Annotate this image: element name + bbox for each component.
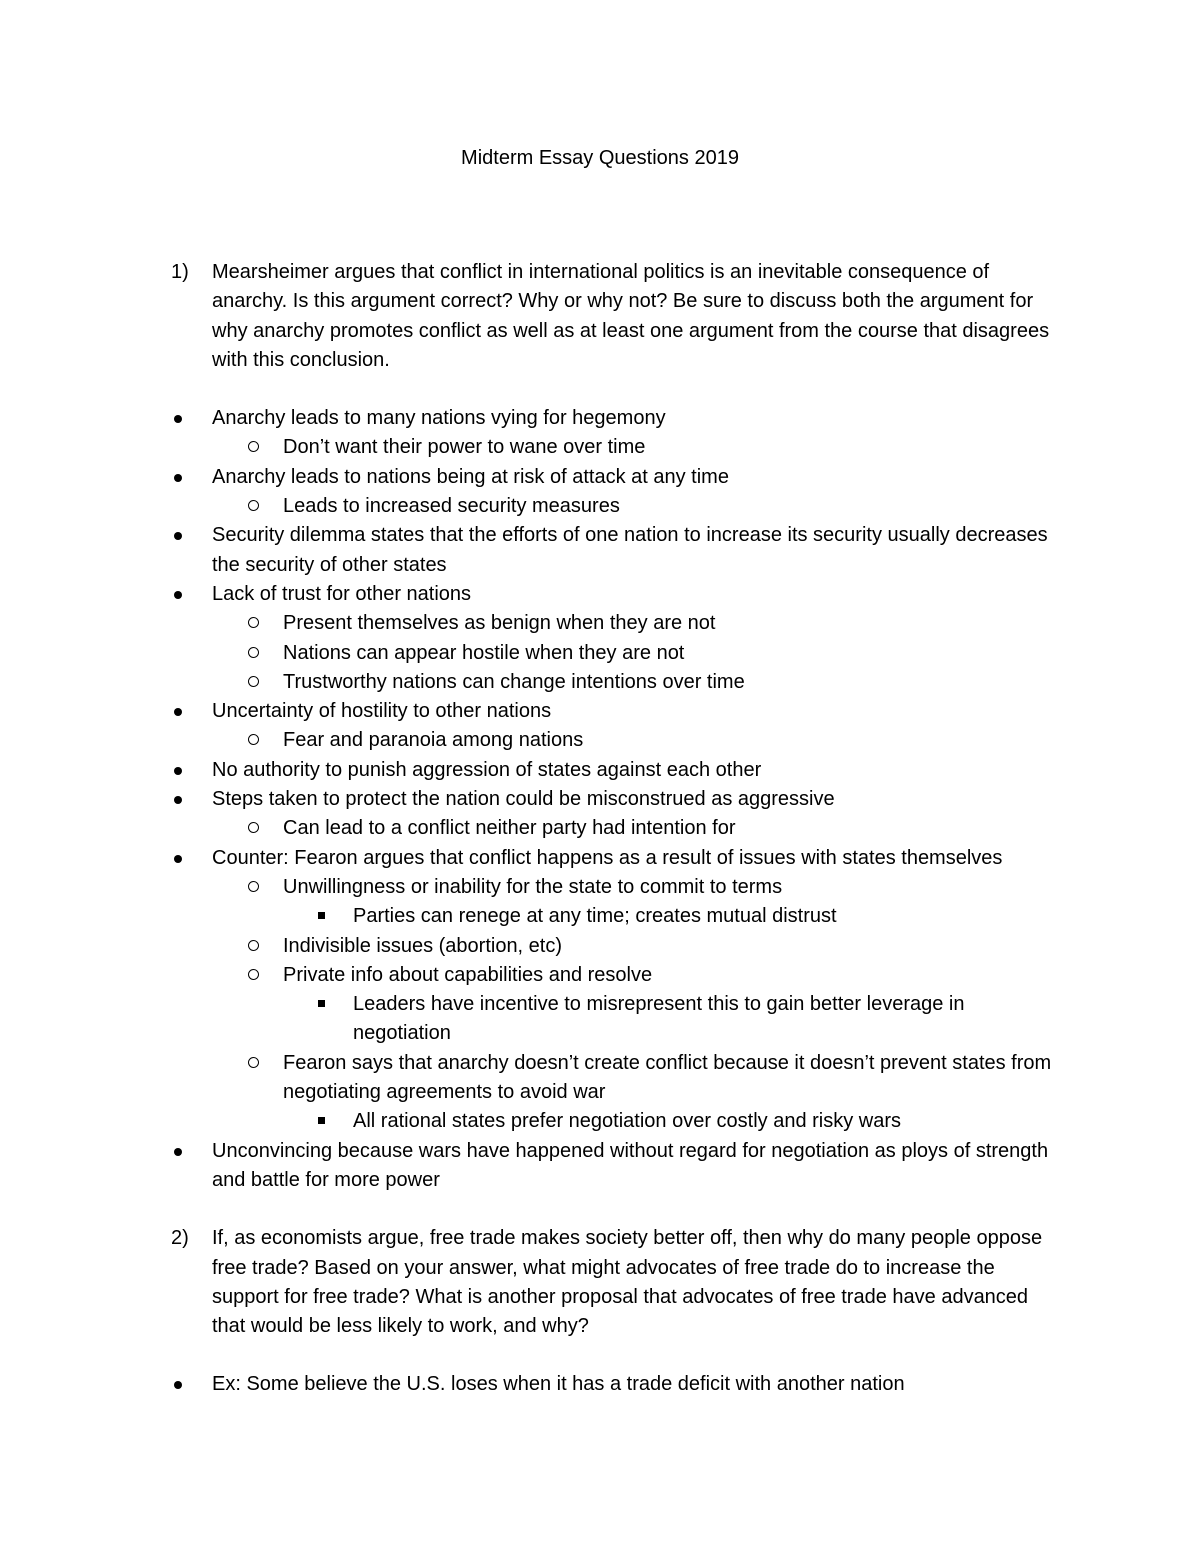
blank-line [0, 375, 1200, 404]
sub-bullet-item-text: Fear and paranoia among nations [283, 729, 584, 752]
circle-bullet-icon [248, 881, 259, 892]
sub-bullet-item [0, 961, 1063, 990]
sub-bullet-item [0, 814, 1063, 843]
bullet-item-text: Ex: Some believe the U.S. loses when it has a trade deficit with another nation [212, 1373, 905, 1396]
sub-sub-bullet-item-text: All rational states prefer negotiation over costly and risky wars [353, 1110, 902, 1133]
question-prompt-text: If, as economists argue, free trade makes society better off, then why do many people oppose free trade? Based on your answer, what might advocates of free trade do to increase the support for free trade? What is another proposal that advocates of free trade have advanced that would be less likely to work, and why? [212, 1227, 1043, 1338]
bullet-item [0, 404, 1062, 433]
sub-bullet-item [0, 932, 1063, 961]
sub-bullet-item [0, 433, 1063, 462]
bullet-dot-icon [174, 767, 182, 775]
bullet-dot-icon [174, 532, 182, 540]
bullet-item-text: No authority to punish aggression of states against each other [212, 758, 762, 781]
bullet-item [0, 785, 1062, 814]
sub-bullet-item [0, 873, 1063, 902]
sub-bullet-item [0, 492, 1063, 521]
bullet-item [0, 697, 1062, 726]
sub-bullet-item-text: Don’t want their power to wane over time [283, 436, 646, 459]
blank-line [0, 1341, 1200, 1370]
sub-bullet-item [0, 609, 1063, 638]
sub-sub-bullet-item [0, 902, 1063, 931]
bullet-item [0, 521, 1062, 580]
bullet-item [0, 1370, 1062, 1399]
bullet-dot-icon [174, 1381, 182, 1389]
sub-bullet-item-text: Private info about capabilities and resolve [283, 963, 653, 986]
sub-sub-bullet-item-text: Parties can renege at any time; creates mutual distrust [353, 905, 837, 928]
sub-bullet-item [0, 639, 1063, 668]
question-number: 1) [171, 261, 189, 283]
question-prompt [0, 1224, 1058, 1341]
sub-bullet-item-text: Leads to increased security measures [283, 495, 620, 518]
sub-bullet-item [0, 726, 1063, 755]
circle-bullet-icon [248, 500, 259, 511]
sub-sub-bullet-item-text: Leaders have incentive to misrepresent this to gain better leverage in negotiation [353, 993, 965, 1045]
bullet-dot-icon [174, 796, 182, 804]
bullet-dot-icon [174, 708, 182, 716]
sub-bullet-item-text: Unwillingness or inability for the state to commit to terms [283, 875, 783, 898]
bullet-dot-icon [174, 415, 182, 423]
circle-bullet-icon [248, 940, 259, 951]
sub-bullet-item-text: Nations can appear hostile when they are not [283, 641, 685, 664]
bullet-item-text: Uncertainty of hostility to other nations [212, 700, 552, 723]
circle-bullet-icon [248, 441, 259, 452]
sub-sub-bullet-item [0, 1107, 1063, 1136]
bullet-item [0, 756, 1062, 785]
circle-bullet-icon [248, 617, 259, 628]
square-bullet-icon [318, 1000, 325, 1007]
bullet-item-text: Anarchy leads to nations being at risk of attack at any time [212, 465, 729, 488]
bullet-item [0, 1137, 1062, 1196]
square-bullet-icon [318, 912, 325, 919]
document-body [0, 258, 1200, 1400]
sub-bullet-item [0, 668, 1063, 697]
sub-bullet-item-text: Can lead to a conflict neither party had intention for [283, 817, 736, 840]
bullet-item [0, 463, 1062, 492]
bullet-item-text: Lack of trust for other nations [212, 582, 472, 605]
square-bullet-icon [318, 1117, 325, 1124]
bullet-item [0, 844, 1062, 873]
sub-bullet-item-text: Fearon says that anarchy doesn’t create conflict because it doesn’t prevent states from negotiating agreements to avoid war [283, 1051, 1052, 1104]
sub-bullet-item-text: Trustworthy nations can change intentions over time [283, 670, 745, 693]
sub-bullet-item-text: Present themselves as benign when they are not [283, 612, 716, 635]
bullet-dot-icon [174, 1148, 182, 1156]
sub-bullet-item-text: Indivisible issues (abortion, etc) [283, 934, 563, 957]
sub-sub-bullet-item [0, 990, 1063, 1049]
circle-bullet-icon [248, 734, 259, 745]
bullet-item [0, 580, 1062, 609]
circle-bullet-icon [248, 1057, 259, 1068]
bullet-item-text: Anarchy leads to many nations vying for hegemony [212, 407, 666, 430]
document-title: Midterm Essay Questions 2019 [461, 147, 739, 169]
circle-bullet-icon [248, 969, 259, 980]
bullet-item-text: Security dilemma states that the efforts of one nation to increase its security usually decreases the security of other states [212, 524, 1048, 576]
blank-line [0, 1195, 1200, 1224]
question-number: 2) [171, 1227, 189, 1250]
bullet-dot-icon [174, 591, 182, 599]
bullet-dot-icon [174, 855, 182, 863]
circle-bullet-icon [248, 822, 259, 833]
circle-bullet-icon [248, 647, 259, 658]
bullet-item-text: Unconvincing because wars have happened without regard for negotiation as ploys of strength and battle for more power [212, 1139, 1049, 1191]
bullet-item-text: Steps taken to protect the nation could be misconstrued as aggressive [212, 788, 835, 811]
circle-bullet-icon [248, 676, 259, 687]
question-prompt [0, 258, 1058, 375]
bullet-dot-icon [174, 474, 182, 482]
sub-bullet-item [0, 1049, 1063, 1108]
question-prompt-text: Mearsheimer argues that conflict in international politics is an inevitable consequence of anarchy. Is this argument correct? Why or why not? Be sure to discuss both the argument for why anarchy promotes conflict as well as at least one argument from the course that disagrees with this conclusion. [212, 261, 1050, 371]
bullet-item-text: Counter: Fearon argues that conflict happens as a result of issues with states themselves [212, 846, 1003, 869]
